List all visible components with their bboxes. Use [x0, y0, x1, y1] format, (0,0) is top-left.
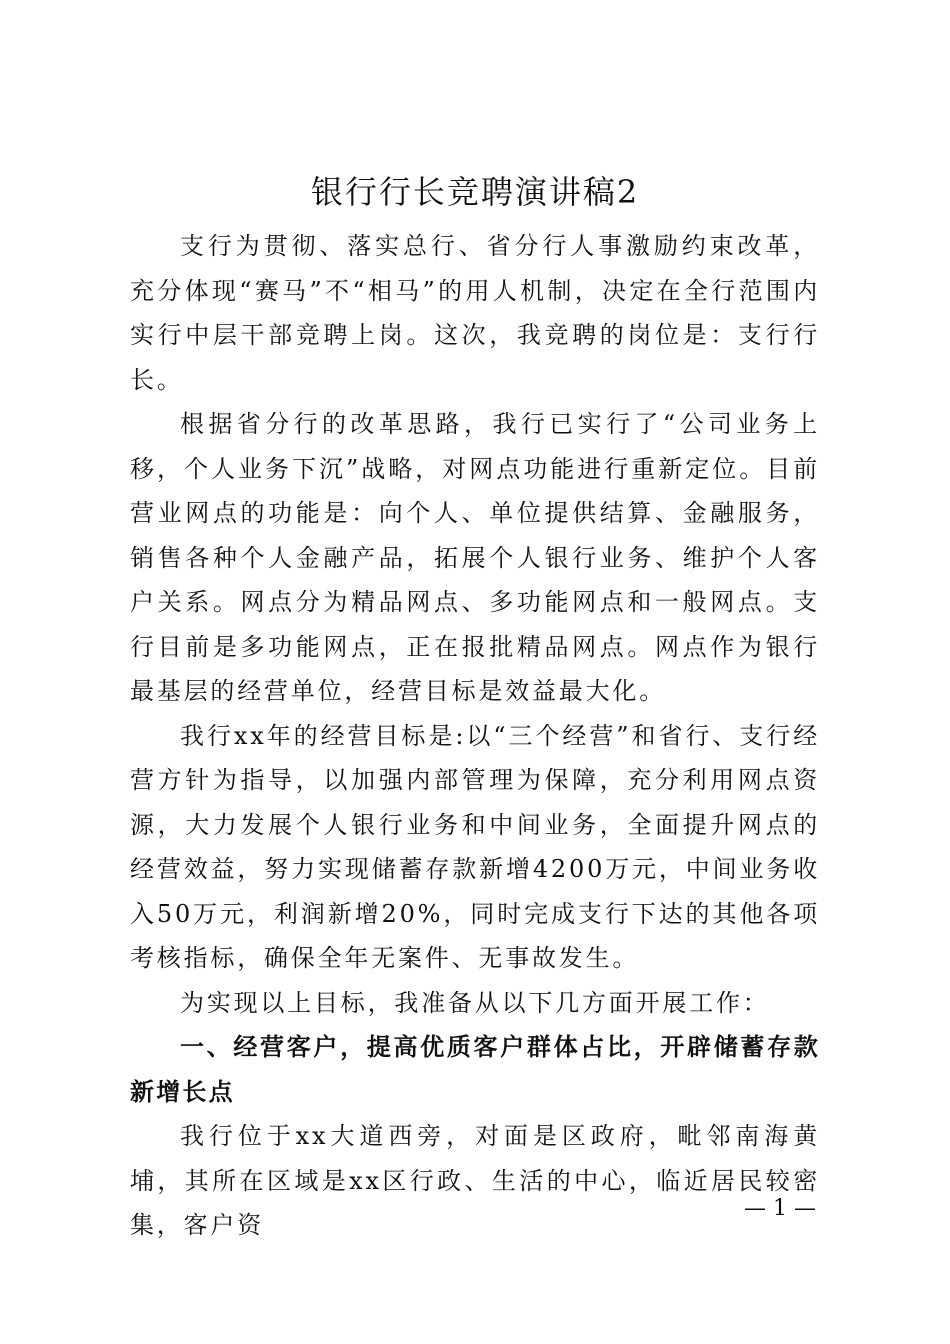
- section-heading-1: 一、经营客户，提高优质客户群体占比，开辟储蓄存款新增长点: [130, 1033, 820, 1106]
- document-title: 银行行长竞聘演讲稿2: [310, 173, 640, 211]
- document-body: [130, 224, 820, 1248]
- page-number: — 1 —: [744, 1196, 816, 1221]
- paragraph-work-plan-intro: 为实现以上目标，我准备从以下几方面开展工作：: [180, 988, 770, 1017]
- paragraph-intro: 支行为贯彻、落实总行、省分行人事激励约束改革，充分体现“赛马”不“相马”的用人机制，决定在全行范围内实行中层干部竞聘上岗。这次，我竞聘的岗位是：支行行长。: [130, 232, 820, 394]
- paragraph-reform-strategy: 根据省分行的改革思路，我行已实行了“公司业务上移，个人业务下沉”战略，对网点功能进行重新定位。目前营业网点的功能是：向个人、单位提供结算、金融服务，销售各种个人金融产品，拓展个人银行业务、维护个人客户关系。网点分为精品网点、多功能网点和一般网点。支行目前是多功能网点，正在报批精品网点。网点作为银行最基层的经营单位，经营目标是效益最大化。: [130, 410, 820, 705]
- paragraph-location: 我行位于xx大道西旁，对面是区政府，毗邻南海黄埔，其所在区域是xx区行政、生活的中心，临近居民较密集，客户资: [130, 1122, 820, 1239]
- paragraph-business-goals: 我行xx年的经营目标是:以“三个经营”和省行、支行经营方针为指导，以加强内部管理为保障，充分利用网点资源，大力发展个人银行业务和中间业务，全面提升网点的经营效益，努力实现储蓄存款新增4200万元，中间业务收入50万元，利润新增20%，同时完成支行下达的其他各项考核指标，确保全年无案件、无事故发生。: [130, 721, 820, 972]
